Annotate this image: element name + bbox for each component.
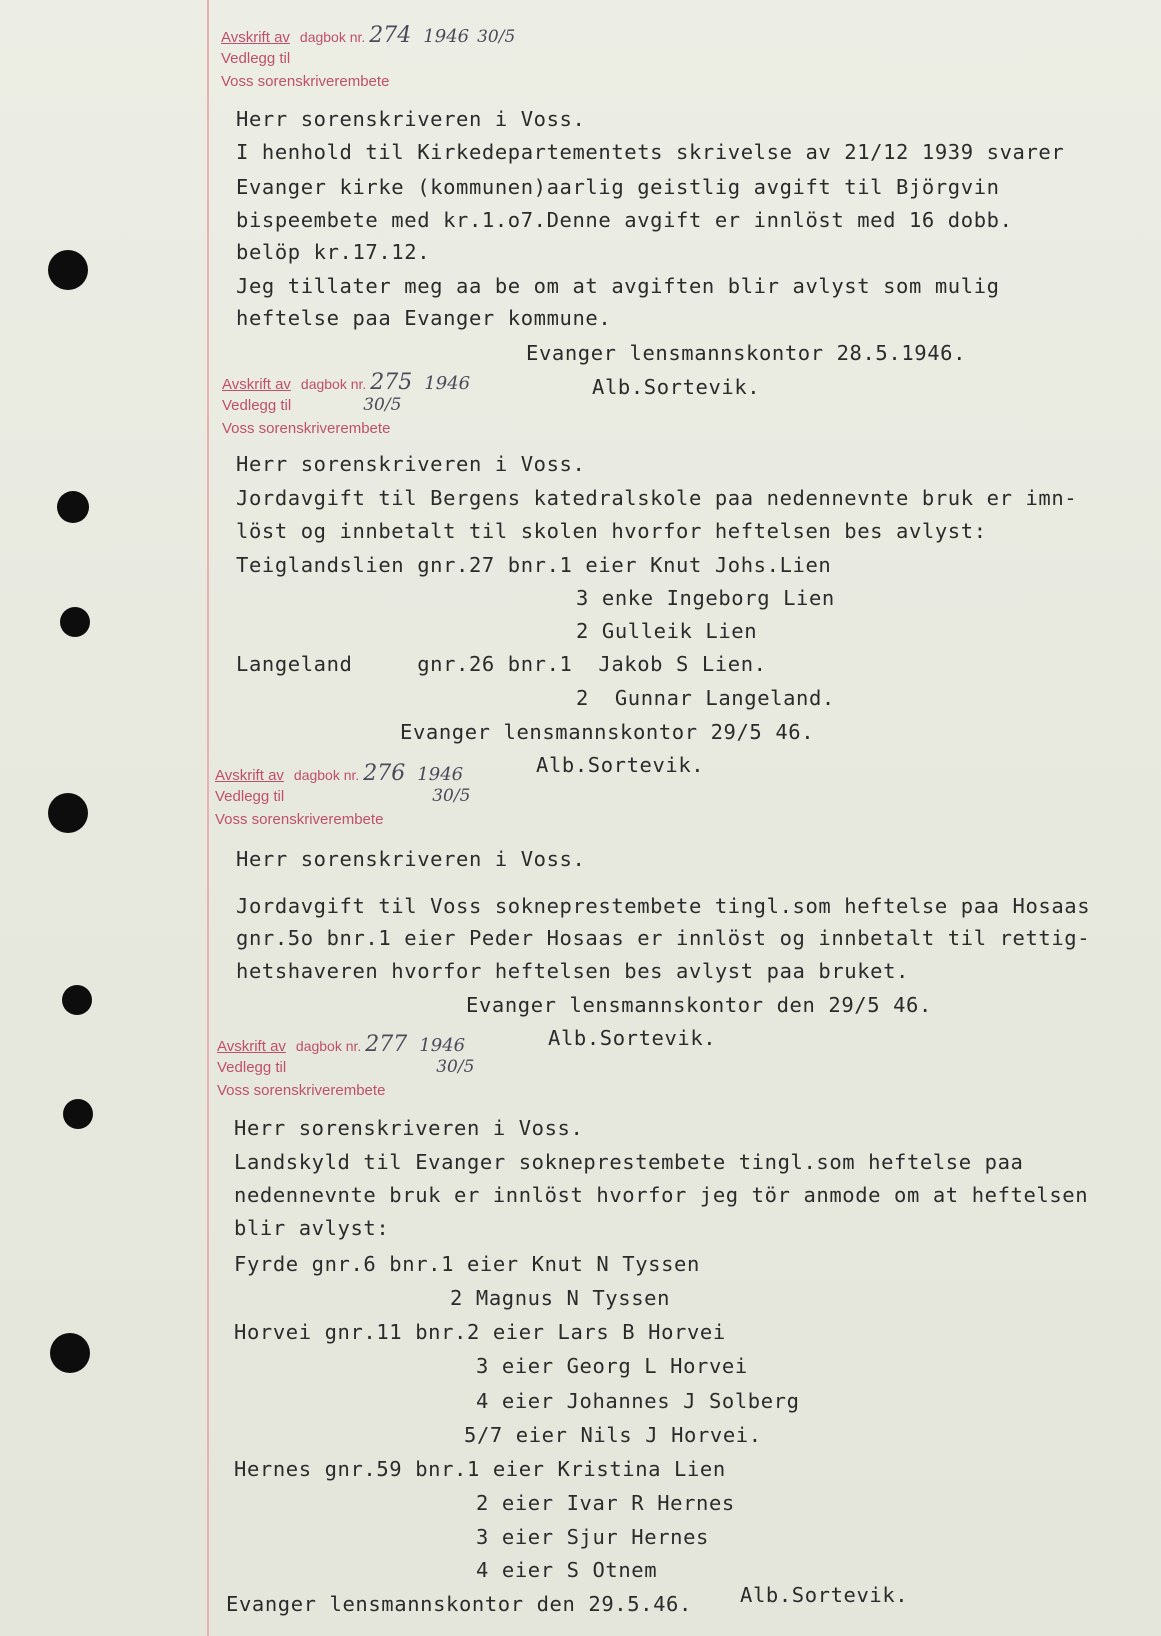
text-line: bispeembete med kr.1.o7.Denne avgift er innlöst med 16 dobb.	[236, 208, 1013, 232]
text-line: 2 eier Ivar R Hernes	[476, 1491, 735, 1515]
stamp-dagbok: dagbok nr.	[300, 376, 367, 392]
dagbok-year: 1946	[417, 764, 464, 785]
stamp-avskrift: Avskrift av	[217, 1038, 286, 1055]
entry-date: 30/5	[477, 27, 516, 47]
stamp-office: Voss sorenskriverembete	[215, 811, 384, 828]
dagbok-year: 1946	[419, 1035, 466, 1056]
text-line: 2 Gulleik Lien	[576, 619, 758, 643]
text-line: 3 enke Ingeborg Lien	[576, 586, 835, 610]
entry-date: 30/5	[363, 395, 402, 415]
entry-date: 30/5	[436, 1057, 475, 1077]
stamp-office: Voss sorenskriverembete	[222, 420, 391, 437]
dagbok-number: 275	[370, 370, 413, 395]
text-line: Herr sorenskriveren i Voss.	[236, 847, 586, 871]
punch-hole	[60, 607, 90, 637]
punch-hole	[48, 250, 88, 290]
text-line: belöp kr.17.12.	[236, 240, 431, 264]
stamp-dagbok: dagbok nr.	[293, 767, 360, 783]
signature-place-date: Evanger lensmannskontor 29/5 46.	[400, 720, 815, 744]
signature-name: Alb.Sortevik.	[592, 375, 761, 399]
text-line: hetshaveren hvorfor heftelsen bes avlyst paa bruket.	[236, 959, 909, 983]
stamp-vedlegg: Vedlegg til	[222, 397, 292, 414]
text-line: Landskyld til Evanger sokneprestembete tingl.som heftelse paa	[234, 1150, 1024, 1174]
text-line: Jordavgift til Voss sokneprestembete tingl.som heftelse paa Hosaas	[236, 894, 1091, 918]
text-line: I henhold til Kirkedepartementets skrivelse av 21/12 1939 svarer	[236, 140, 1065, 164]
text-line: Langeland gnr.26 bnr.1 Jakob S Lien.	[236, 652, 767, 676]
dagbok-year: 1946	[424, 373, 471, 394]
punch-hole	[48, 793, 88, 833]
text-line: Teiglandslien gnr.27 bnr.1 eier Knut Johs.Lien	[236, 553, 832, 577]
stamp-vedlegg: Vedlegg til	[221, 50, 291, 67]
stamp-office: Voss sorenskriverembete	[221, 73, 390, 90]
stamp-vedlegg: Vedlegg til	[217, 1059, 287, 1076]
margin-rule	[207, 0, 209, 1636]
stamp-dagbok: dagbok nr.	[295, 1038, 362, 1054]
signature-place-date: Evanger lensmannskontor den 29.5.46.	[226, 1592, 692, 1616]
entry-stamp	[221, 25, 515, 92]
text-line: 4 eier S Otnem	[476, 1558, 658, 1582]
punch-hole	[62, 985, 92, 1015]
text-line: Jeg tillater meg aa be om at avgiften blir avlyst som mulig	[236, 274, 1000, 298]
text-line: 3 eier Sjur Hernes	[476, 1525, 709, 1549]
entry-date: 30/5	[432, 786, 471, 806]
text-line: löst og innbetalt til skolen hvorfor heftelsen bes avlyst:	[236, 519, 987, 543]
punch-hole	[63, 1099, 93, 1129]
stamp-avskrift: Avskrift av	[222, 376, 291, 393]
signature-place-date: Evanger lensmannskontor 28.5.1946.	[526, 341, 967, 365]
signature-name: Alb.Sortevik.	[536, 753, 705, 777]
text-line: Fyrde gnr.6 bnr.1 eier Knut N Tyssen	[234, 1252, 700, 1276]
text-line: 4 eier Johannes J Solberg	[476, 1389, 800, 1413]
entry-stamp	[217, 1034, 474, 1101]
text-line: 2 Gunnar Langeland.	[576, 686, 835, 710]
signature-name: Alb.Sortevik.	[740, 1583, 909, 1607]
text-line: heftelse paa Evanger kommune.	[236, 306, 612, 330]
text-line: 2 Magnus N Tyssen	[450, 1286, 671, 1310]
punch-hole	[50, 1333, 90, 1373]
text-line: nedennevnte bruk er innlöst hvorfor jeg tör anmode om at heftelsen	[234, 1183, 1089, 1207]
text-line: Horvei gnr.11 bnr.2 eier Lars B Horvei	[234, 1320, 726, 1344]
text-line: 3 eier Georg L Horvei	[476, 1354, 748, 1378]
text-line: Evanger kirke (kommunen)aarlig geistlig avgift til Björgvin	[236, 175, 1000, 199]
text-line: gnr.5o bnr.1 eier Peder Hosaas er innlöst og innbetalt til rettig-	[236, 926, 1091, 950]
dagbok-number: 276	[363, 761, 406, 786]
entry-stamp	[222, 372, 470, 439]
signature-place-date: Evanger lensmannskontor den 29/5 46.	[466, 993, 932, 1017]
text-line: Herr sorenskriveren i Voss.	[236, 107, 586, 131]
entry-stamp	[215, 763, 470, 830]
stamp-avskrift: Avskrift av	[215, 767, 284, 784]
text-line: blir avlyst:	[234, 1216, 390, 1240]
text-line: Hernes gnr.59 bnr.1 eier Kristina Lien	[234, 1457, 726, 1481]
stamp-office: Voss sorenskriverembete	[217, 1082, 386, 1099]
text-line: Jordavgift til Bergens katedralskole paa nedennevnte bruk er imn-	[236, 486, 1078, 510]
stamp-vedlegg: Vedlegg til	[215, 788, 285, 805]
text-line: Herr sorenskriveren i Voss.	[236, 452, 586, 476]
signature-name: Alb.Sortevik.	[548, 1026, 717, 1050]
text-line: Herr sorenskriveren i Voss.	[234, 1116, 584, 1140]
text-line: 5/7 eier Nils J Horvei.	[464, 1423, 762, 1447]
stamp-avskrift: Avskrift av	[221, 29, 290, 46]
punch-hole	[57, 491, 89, 523]
dagbok-number: 274	[369, 23, 412, 48]
stamp-dagbok: dagbok nr.	[299, 29, 366, 45]
dagbok-number: 277	[365, 1032, 408, 1057]
dagbok-year: 1946	[423, 26, 470, 47]
